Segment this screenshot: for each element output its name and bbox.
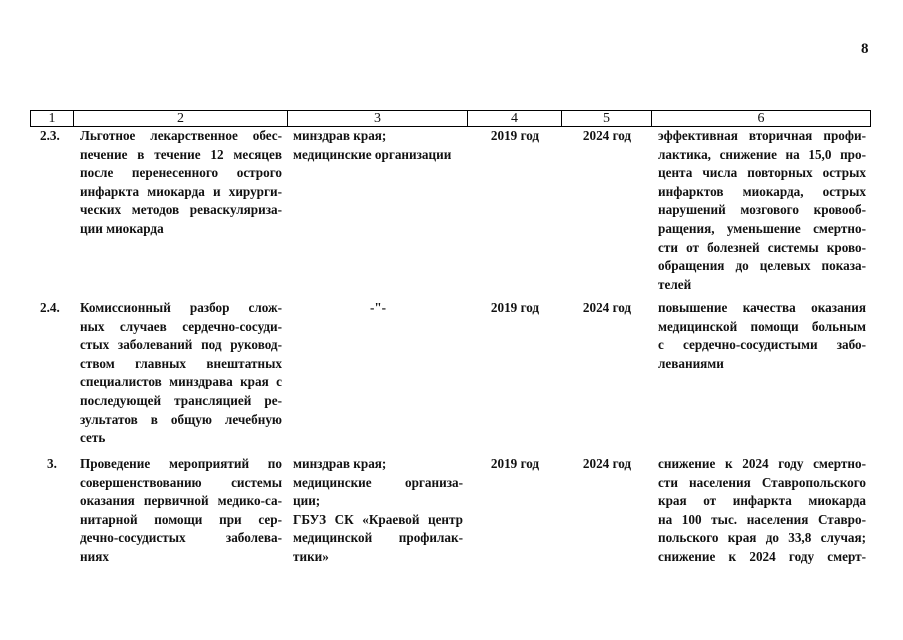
start-year: 2019 год bbox=[490, 128, 540, 143]
text-line: эффективная вторичная профи- bbox=[658, 128, 866, 143]
executors-cell bbox=[288, 299, 468, 318]
text-line: дечно-сосудистых заболева- bbox=[80, 530, 282, 546]
text-line: обращения до целевых показа- bbox=[658, 258, 866, 274]
text-line: польского края до 33,8 случая; bbox=[658, 530, 866, 546]
text-line: лактика, снижение на 15,0 про- bbox=[658, 146, 866, 162]
text-line: ством главных внештатных bbox=[80, 355, 282, 371]
text-line: ГБУЗ СК «Краевой центр bbox=[293, 511, 463, 527]
text-line: зультатов в общую лечебную bbox=[80, 411, 282, 427]
row-number: 3. bbox=[47, 456, 57, 471]
text-line: нарушений мозгового кровооб- bbox=[658, 202, 866, 218]
text-line: нитарной помощи при сер- bbox=[80, 511, 282, 527]
header-col-4: 4 bbox=[468, 110, 562, 127]
text-line: стых заболеваний под руковод- bbox=[80, 337, 282, 353]
text-line: ных случаев сердечно-сосуди- bbox=[80, 318, 282, 334]
header-col-5: 5 bbox=[562, 110, 652, 127]
text-line: минздрав края; bbox=[293, 128, 387, 143]
end-year: 2024 год bbox=[582, 456, 632, 471]
row-number: 2.4. bbox=[40, 300, 60, 315]
text-line: совершенствованию системы bbox=[80, 474, 282, 490]
text-line: снижение к 2024 году смертно- bbox=[658, 456, 866, 471]
start-year: 2019 год bbox=[490, 456, 540, 471]
page-number: 8 bbox=[861, 41, 869, 57]
header-col-1: 1 bbox=[30, 110, 74, 127]
text-line: на 100 тыс. населения Ставро- bbox=[658, 511, 866, 527]
measure-cell bbox=[80, 299, 282, 448]
result-cell bbox=[658, 127, 866, 294]
text-line: медицинские организации bbox=[293, 146, 452, 162]
text-line: сеть bbox=[80, 430, 106, 446]
row-number: 2.3. bbox=[40, 128, 60, 143]
measure-cell bbox=[80, 127, 282, 239]
text-line: медицинской помощи больным bbox=[658, 318, 866, 334]
text-line: ческих методов реваскуляриза- bbox=[80, 202, 282, 218]
text-line: оказания первичной медико-са- bbox=[80, 493, 282, 509]
text-line: после перенесенного острого bbox=[80, 165, 282, 181]
text-line: ции; bbox=[293, 493, 321, 509]
result-cell bbox=[658, 299, 866, 373]
text-line: специалистов минздрава края с bbox=[80, 374, 282, 390]
text-line: -"- bbox=[369, 300, 387, 315]
text-line: минздрав края; bbox=[293, 456, 387, 471]
text-line: Комиссионный разбор слож- bbox=[80, 300, 282, 315]
start-year: 2019 год bbox=[490, 300, 540, 315]
text-line: повышение качества оказания bbox=[658, 300, 866, 315]
text-line: тики» bbox=[293, 548, 329, 564]
text-line: края от инфаркта миокарда bbox=[658, 493, 866, 509]
text-line: леваниями bbox=[658, 355, 724, 371]
measure-cell bbox=[80, 455, 282, 567]
text-line: сти от болезней системы крово- bbox=[658, 239, 866, 255]
text-line: сти населения Ставропольского bbox=[658, 474, 866, 490]
header-col-6: 6 bbox=[652, 110, 871, 127]
text-line: медицинские организа- bbox=[293, 474, 463, 490]
text-line: инфаркта миокарда и хирурги- bbox=[80, 183, 282, 199]
text-line: ции миокарда bbox=[80, 220, 164, 236]
executors-cell bbox=[293, 127, 469, 164]
end-year: 2024 год bbox=[582, 300, 632, 315]
end-year: 2024 год bbox=[582, 128, 632, 143]
header-col-3: 3 bbox=[288, 110, 468, 127]
result-cell bbox=[658, 455, 866, 567]
text-line: медицинской профилак- bbox=[293, 530, 463, 546]
text-line: инфарктов миокарда, острых bbox=[658, 183, 866, 199]
executors-cell bbox=[293, 455, 463, 567]
text-line: ниях bbox=[80, 548, 109, 564]
text-line: с сердечно-сосудистыми забо- bbox=[658, 337, 866, 353]
text-line: ращения, уменьшение смертно- bbox=[658, 220, 866, 236]
text-line: цента числа повторных острых bbox=[658, 165, 866, 181]
text-line: снижение к 2024 году смерт- bbox=[658, 548, 866, 564]
text-line: телей bbox=[658, 276, 692, 292]
text-line: печение в течение 12 месяцев bbox=[80, 146, 282, 162]
text-line: Льготное лекарственное обес- bbox=[80, 128, 282, 143]
text-line: последующей трансляцией ре- bbox=[80, 392, 282, 408]
header-col-2: 2 bbox=[74, 110, 288, 127]
text-line: Проведение мероприятий по bbox=[80, 456, 282, 471]
